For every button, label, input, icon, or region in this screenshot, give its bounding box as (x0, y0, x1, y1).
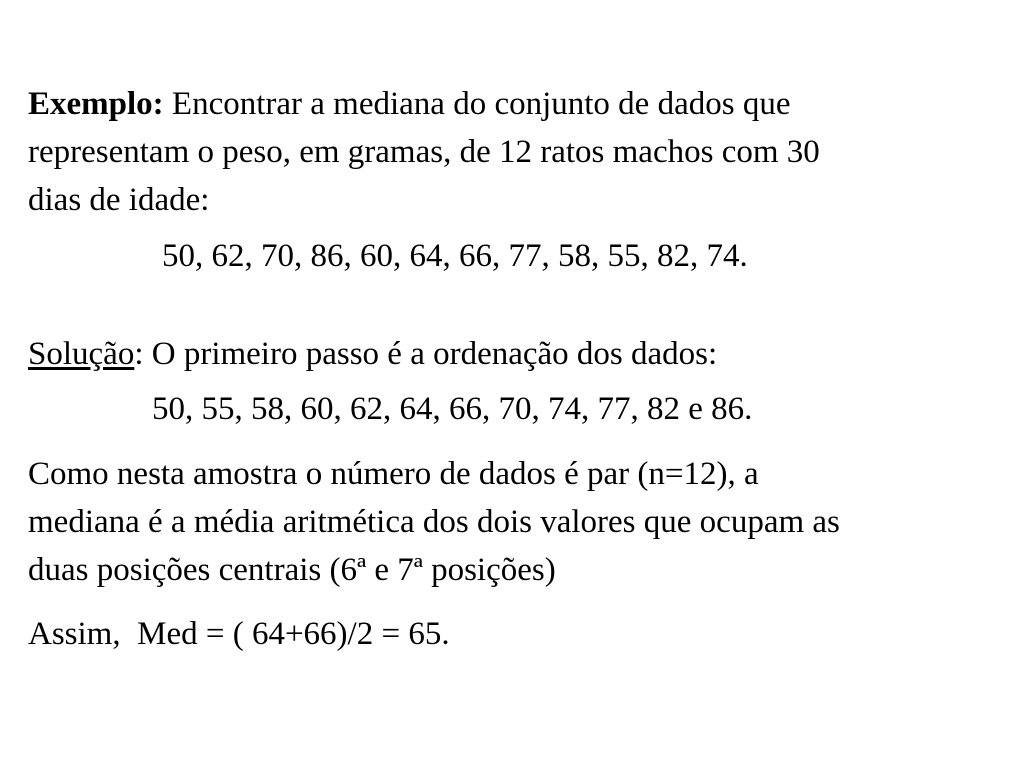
sorted-data-values: 50, 55, 58, 60, 62, 64, 66, 70, 74, 77, 82 e 86. (152, 391, 753, 427)
conclusion-formula: Assim, Med = ( 64+66)/2 = 65. (28, 616, 450, 652)
raw-data-values: 50, 62, 70, 86, 60, 64, 66, 77, 58, 55, 82, 74. (162, 238, 748, 274)
example-label: Exemplo: (28, 86, 164, 122)
example-line-3: dias de idade: (28, 182, 210, 218)
solution-label: Solução (28, 336, 135, 372)
explanation-line-3: duas posições centrais (6ª e 7ª posições) (28, 552, 556, 588)
explanation-paragraph (28, 450, 1008, 594)
example-line-2: representam o peso, em gramas, de 12 ratos machos com 30 (28, 134, 820, 170)
explanation-line-2: mediana é a média aritmética dos dois valores que ocupam as (28, 504, 840, 540)
explanation-line-1: Como nesta amostra o número de dados é par (n=12), a (28, 456, 759, 492)
solution-paragraph (28, 330, 1008, 378)
solution-text: : O primeiro passo é a ordenação dos dados: (134, 336, 718, 372)
example-line-1-text: Encontrar a mediana do conjunto de dados que (163, 86, 791, 122)
example-line-1 (28, 80, 1008, 128)
example-paragraph (28, 80, 1008, 224)
